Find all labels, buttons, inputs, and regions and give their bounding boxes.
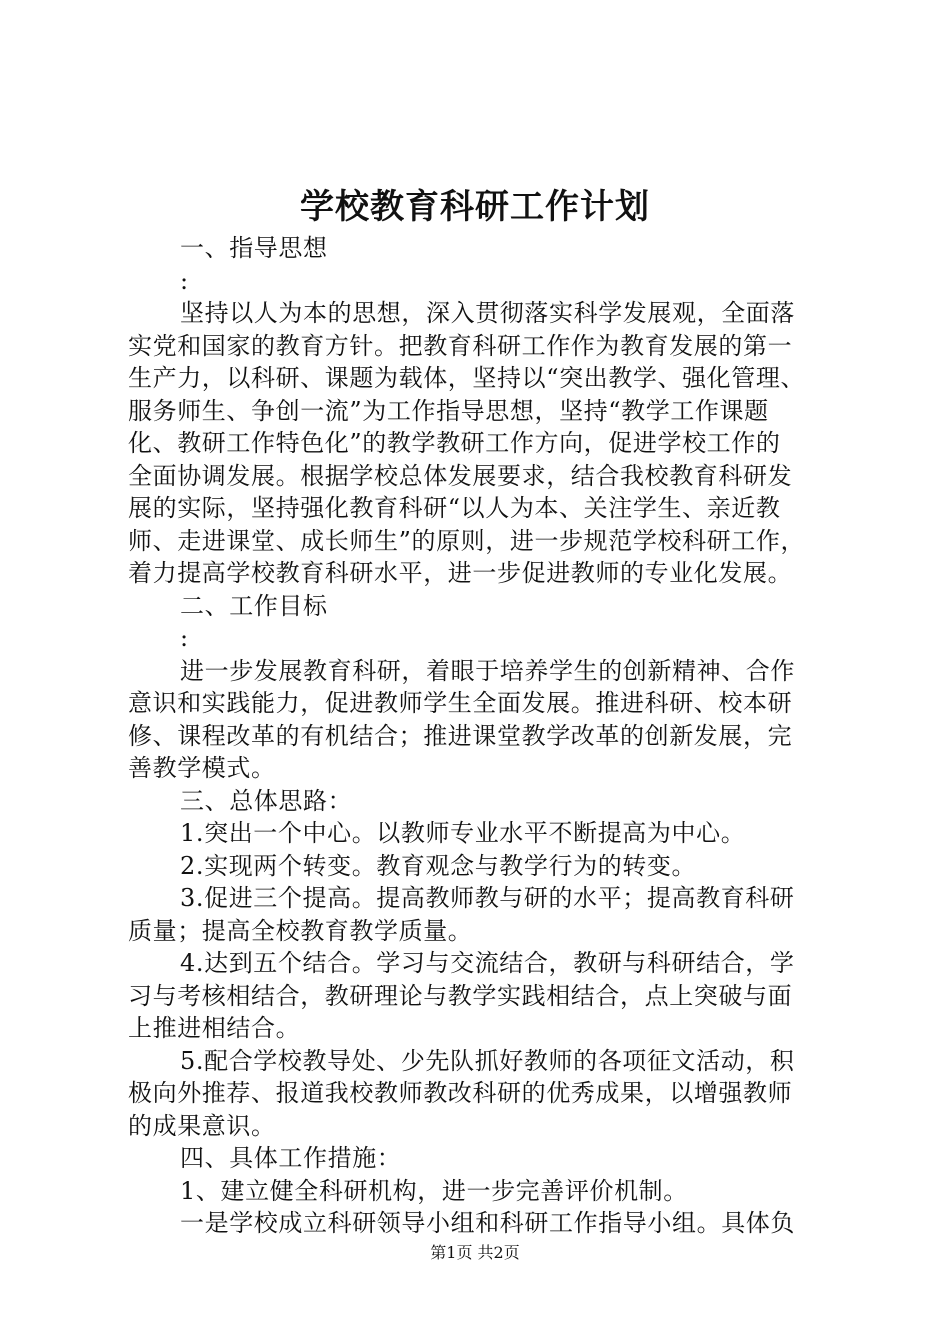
paragraph-line: 5.配合学校教导处、少先队抓好教师的各项征文活动，积 <box>180 1046 795 1075</box>
paragraph-line: 二、工作目标 <box>180 591 328 620</box>
paragraph-line: 服务师生、争创一流”为工作指导思想，坚持“教学工作课题 <box>128 396 769 425</box>
paragraph-line: : <box>180 624 189 652</box>
paragraph-line: 实党和国家的教育方针。把教育科研工作作为教育发展的第一 <box>128 331 793 360</box>
paragraph-line: 展的实际，坚持强化教育科研“以人为本、关注学生、亲近教 <box>128 494 781 522</box>
paragraph-line: 质量；提高全校教育教学质量。 <box>128 916 473 945</box>
paragraph-line: 的成果意识。 <box>128 1111 276 1140</box>
paragraph-line: 极向外推荐、报道我校教师教改科研的优秀成果，以增强教师 <box>128 1079 793 1107</box>
paragraph-line: 3.促进三个提高。提高教师教与研的水平；提高教育科研 <box>180 884 795 912</box>
paragraph-line: 意识和实践能力，促进教师学生全面发展。推进科研、校本研 <box>128 689 793 717</box>
paragraph-line: 生产力，以科研、课题为载体，坚持以“突出教学、强化管理、 <box>128 364 806 392</box>
paragraph-line: 善教学模式。 <box>128 754 276 782</box>
paragraph-line: 修、课程改革的有机结合；推进课堂教学改革的创新发展，完 <box>128 721 793 750</box>
document-title: 学校教育科研工作计划 <box>300 187 650 227</box>
paragraph-line: 进一步发展教育科研，着眼于培养学生的创新精神、合作 <box>180 656 795 685</box>
paragraph-line: 一是学校成立科研领导小组和科研工作指导小组。具体负 <box>180 1209 795 1237</box>
paragraph-line: 着力提高学校教育科研水平，进一步促进教师的专业化发展。 <box>128 559 793 587</box>
paragraph-line: 师、走进课堂、成长师生”的原则，进一步规范学校科研工作， <box>128 526 806 555</box>
paragraph-line: 4.达到五个结合。学习与交流结合，教研与科研结合，学 <box>180 949 795 977</box>
document-body <box>128 232 833 1240</box>
paragraph-line: 全面协调发展。根据学校总体发展要求，结合我校教育科研发 <box>128 461 793 490</box>
paragraph-line: 坚持以人为本的思想，深入贯彻落实科学发展观，全面落 <box>180 299 795 327</box>
paragraph-line: 四、具体工作措施： <box>180 1144 402 1172</box>
paragraph-line: 化、教研工作特色化”的教学教研工作方向，促进学校工作的 <box>128 429 781 457</box>
paragraph-line: 一、指导思想 <box>180 234 328 262</box>
paragraph-line: 2.实现两个转变。教育观念与教学行为的转变。 <box>180 851 697 880</box>
paragraph-line: : <box>180 266 189 295</box>
page-number-footer: 第1页 共2页 <box>430 1243 520 1262</box>
paragraph-line: 上推进相结合。 <box>128 1014 301 1042</box>
paragraph-line: 1.突出一个中心。以教师专业水平不断提高为中心。 <box>180 819 746 847</box>
paragraph-line: 三、总体思路： <box>180 786 353 815</box>
paragraph-line: 1、建立健全科研机构，进一步完善评价机制。 <box>180 1176 688 1205</box>
paragraph-line: 习与考核相结合，教研理论与教学实践相结合，点上突破与面 <box>128 981 793 1010</box>
